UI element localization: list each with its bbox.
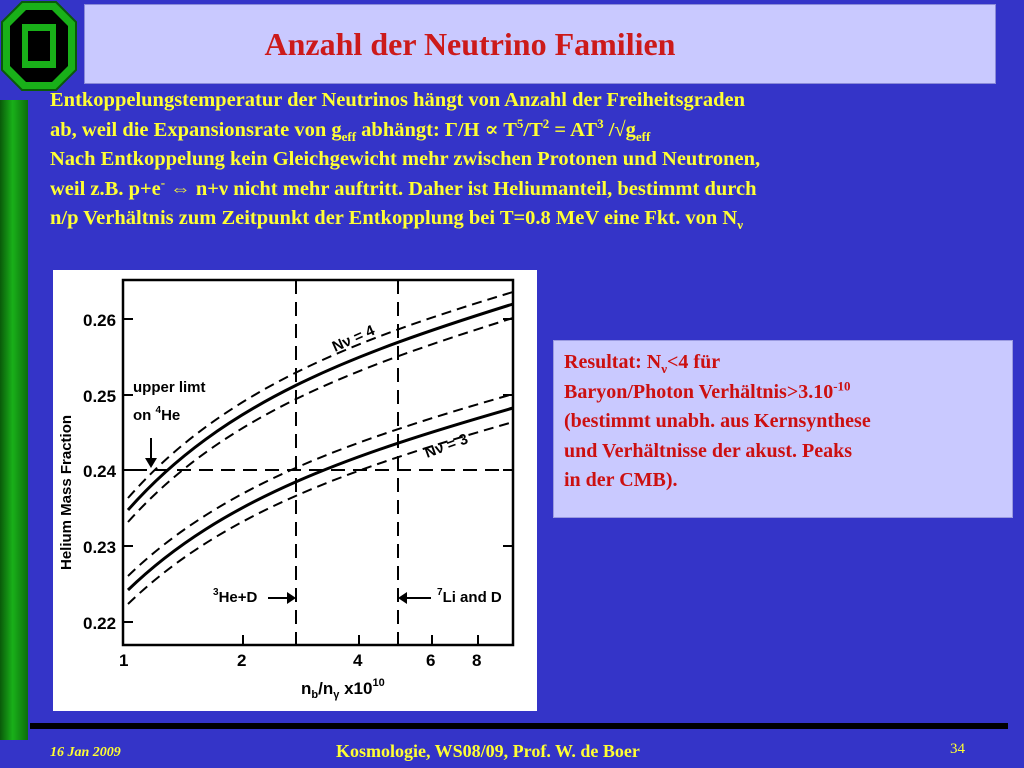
x-tick-marks [243, 635, 478, 645]
upper-limit-label-1: upper limt [133, 379, 206, 396]
upper-limit-label-2: on $^4$He [133, 405, 181, 424]
result-line-3: (bestimmt unabh. aus Kernsynthese [564, 410, 871, 432]
result-line-1: Resultat: $N_\nu<4$ für [564, 351, 721, 376]
university-logo [0, 0, 78, 92]
page-title: Anzahl der Neutrino Familien [264, 25, 676, 62]
footer-course: Kosmologie, WS08/09, Prof. W. de Boer [336, 741, 640, 761]
result-line-2: Baryon/Photon $Verhältnis>3.10^{-10}$ [564, 377, 851, 403]
result-line-5: in der CMB). [564, 469, 678, 491]
intro-paragraph [50, 86, 1024, 234]
x-tick-label: 8 [472, 651, 482, 670]
x-tick-label: 4 [353, 651, 363, 670]
y-axis-label: Helium Mass Fraction [58, 414, 75, 570]
y-tick-label: 0.25 [83, 387, 117, 406]
nv3-label: Nν = 3 [422, 430, 471, 462]
y-tick-label: 0.23 [83, 538, 117, 557]
y-tick-label: 0.26 [83, 311, 117, 330]
text-line-4: weil z.B. p+e- ⇔ n+ν nicht mehr auftritt. Daher ist Heliumanteil, bestimmt durch [50, 174, 757, 200]
nv4-curve [128, 304, 513, 510]
x-axis-label: $n_b/n_\gamma$ $x10^{10}$ [301, 677, 385, 701]
x-tick-label: 1 [119, 651, 129, 670]
li7-arrowhead [398, 592, 407, 604]
y-tick-label: 0.24 [83, 462, 117, 481]
x-tick-label: 6 [426, 651, 436, 670]
nv4-label: Nν = 4 [329, 321, 378, 356]
he3-label: $^3$He+D [213, 587, 258, 606]
y-tick-label: 0.22 [83, 614, 117, 633]
text-line-3: Nach Entkoppelung kein Gleichgewicht mehr zwischen Protonen und Neutronen, [50, 148, 761, 170]
li7-label: $^7$Li and D [437, 587, 502, 606]
text-line-5: n/p Verhältnis zum Zeitpunkt der Entkopplung bei T=0.8 MeV eine Fkt. von $N_\nu$ [50, 207, 744, 233]
title-box [84, 4, 996, 84]
helium-fraction-figure [53, 270, 537, 711]
footer-page-number: 34 [950, 741, 965, 757]
left-green-bar [0, 100, 28, 740]
text-line-1: Entkoppelungstemperatur der Neutrinos hängt von Anzahl der Freiheitsgraden [50, 89, 745, 111]
upper-limit-arrowhead [145, 458, 157, 468]
footer-divider [30, 723, 1008, 729]
x-tick-label: 2 [237, 651, 247, 670]
he3-arrowhead [287, 592, 296, 604]
result-box [553, 340, 1013, 518]
text-line-2: ab, weil die Expansionsrate von $g_{eff}$ abhängt: $\Gamma/H \propto T^5/T^2 = AT^3$ $/√g_{eff}$ [50, 115, 651, 144]
nv4-lower-band [128, 318, 513, 522]
helium-fraction-plot [53, 270, 537, 711]
footer-date: 16 Jan 2009 [50, 745, 121, 760]
result-line-4: und Verhältnisse der akust. Peaks [564, 439, 853, 462]
